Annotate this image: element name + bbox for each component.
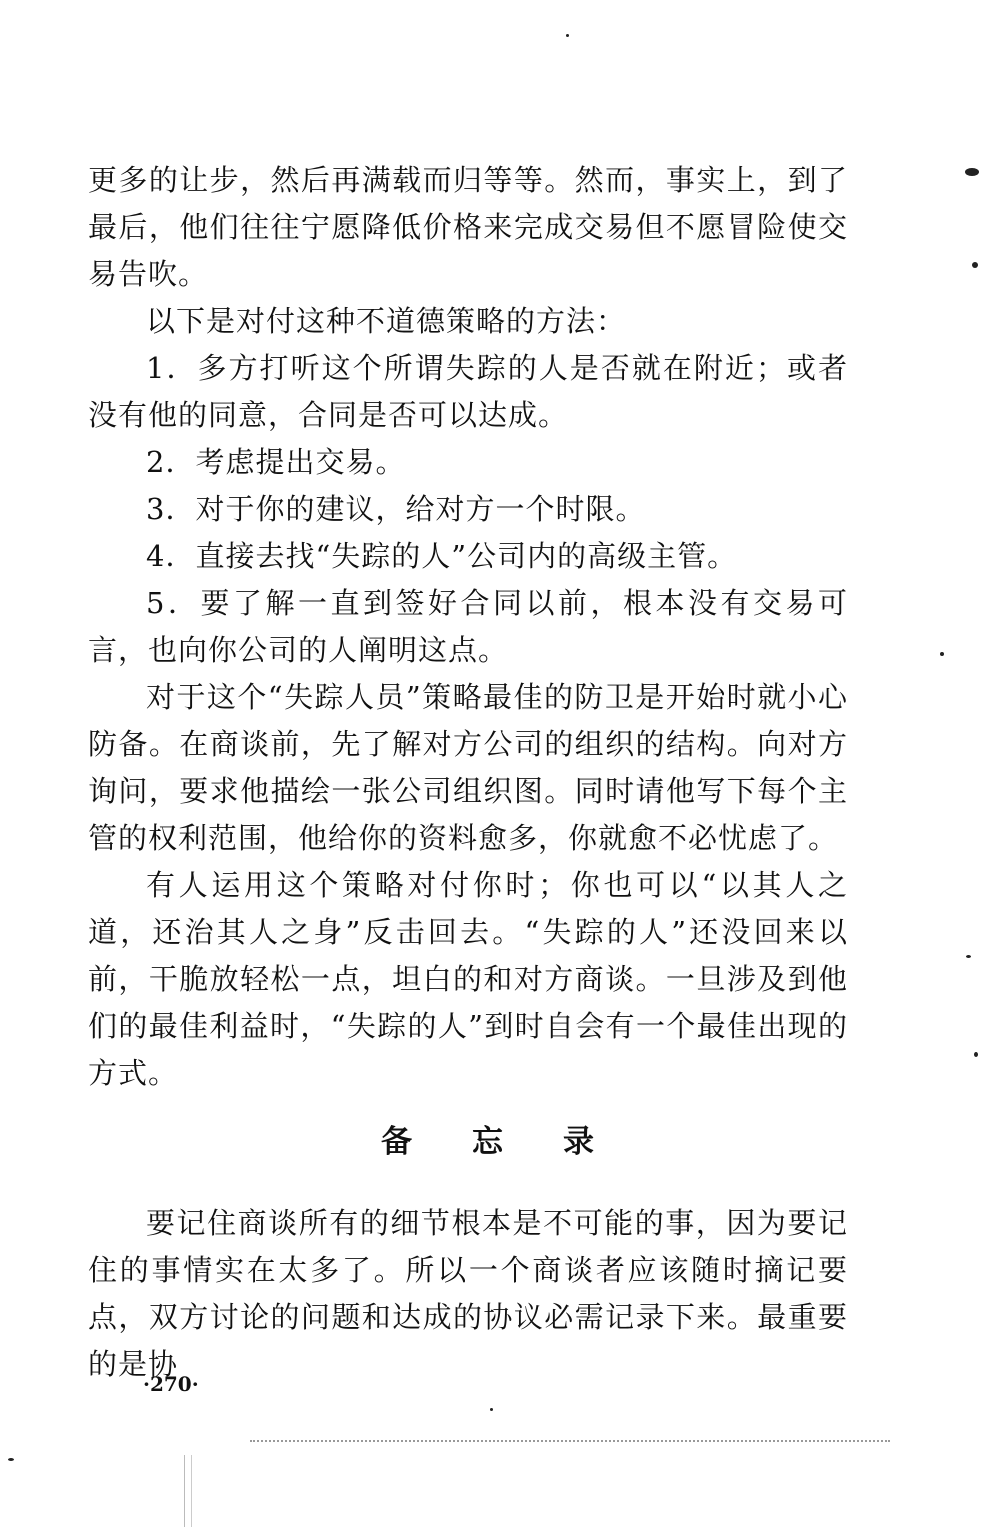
section-2: [88, 1200, 848, 1388]
section-heading: 备忘录: [381, 1124, 654, 1160]
section-1: [88, 157, 848, 1097]
scan-speck: [974, 1052, 978, 1057]
paragraph-counter: 有人运用这个策略对付你时；你也可以“以其人之道，还治其人之身”反击回去。“失踪的人”还没回来以前，干脆放轻松一点，坦白的和对方商谈。一旦涉及到他们的最佳利益时，“失踪的人”到时自会有一个最佳出现的方式。: [88, 868, 848, 1090]
scan-speck: [8, 1458, 14, 1461]
paragraph-defense: 对于这个“失踪人员”策略最佳的防卫是开始时就小心防备。在商谈前，先了解对方公司的组织的结构。向对方询问，要求他描绘一张公司组织图。同时请他写下每个主管的权利范围，他给你的资料愈多，你就愈不必忧虑了。: [88, 680, 848, 855]
scan-speck: [966, 955, 971, 958]
paragraph-intro-methods: 以下是对付这种不道德策略的方法：: [146, 304, 627, 338]
list-item-5: 5．要了解一直到签好合同以前，根本没有交易可言，也向你公司的人阐明这点。: [88, 586, 848, 667]
list-item-4: 4．直接去找“失踪的人”公司内的高级主管。: [146, 539, 738, 573]
list-item-3: 3．对于你的建议，给对方一个时限。: [146, 492, 646, 526]
paragraph-memo: 要记住商谈所有的细节根本是不可能的事，因为要记住的事情实在太多了。所以一个商谈者应该随时摘记要点，双方讨论的问题和达成的协议必需记录下来。最重要的是协: [88, 1206, 848, 1381]
scan-speck: [972, 262, 978, 268]
scan-edge-line: [250, 1440, 890, 1442]
page-number: ·270·: [143, 1372, 199, 1396]
paragraph-continuation: 更多的让步，然后再满载而归等等。然而，事实上，到了最后，他们往往宁愿降低价格来完成交易但不愿冒险使交易告吹。: [88, 163, 848, 291]
binding-edge: [184, 1455, 192, 1527]
scan-speck: [940, 652, 944, 656]
scan-speck: [566, 34, 569, 37]
scan-speck: [490, 1408, 493, 1411]
list-item-1: 1．多方打听这个所谓失踪的人是否就在附近；或者没有他的同意，合同是否可以达成。: [88, 351, 848, 432]
list-item-2: 2．考虑提出交易。: [146, 445, 406, 479]
scan-speck: [965, 168, 979, 176]
